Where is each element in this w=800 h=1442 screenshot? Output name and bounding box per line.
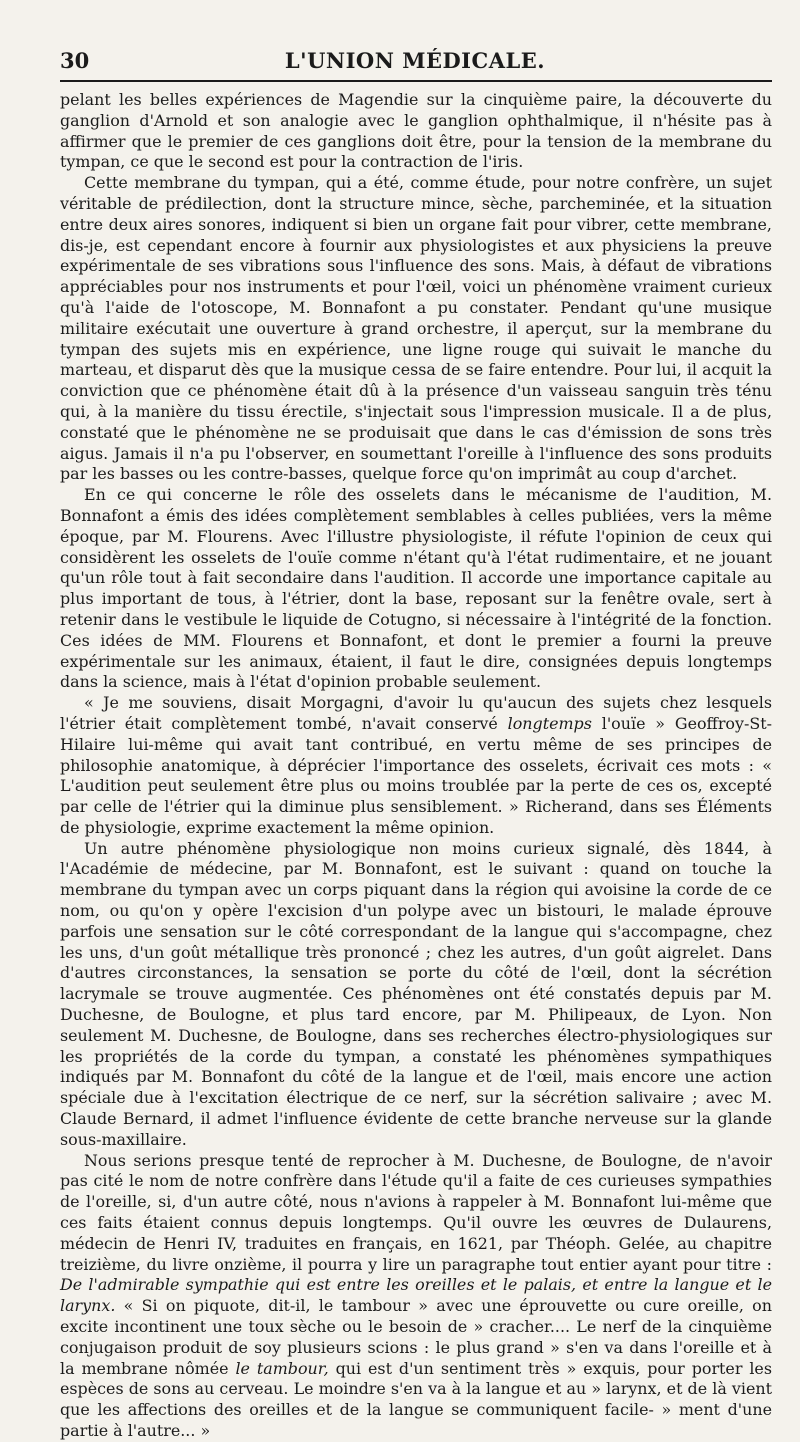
paragraph: pelant les belles expériences de Magendie sur la cinquième paire, la découverte du ganglion d'Arnold et son analogie avec le ganglion ophthalmique, il n'hésite pas à affirmer que le premier de ces ganglions doit être, pour la tension de la membrane du tympan, ce que le second est pour la contraction de l'iris. (60, 90, 772, 172)
page-header (60, 48, 770, 78)
paragraph: Un autre phénomène physiologique non moins curieux signalé, dès 1844, à l'Académie de médecine, par M. Bonnafont, est le suivant : quand on touche la membrane du tympan avec un corps piquant dans la région qui avoisine la corde de ce nom, ou qu'on y opère l'excision d'un polype avec un bistouri, le malade éprouve parfois une sensation sur le côté correspondant de la langue qui s'accompagne, chez les uns, d'un goût métallique très prononcé ; chez les autres, d'un goût aigrelet. Dans d'autres circonstances, la sensation se porte du côté de l'œil, dont la sécrétion lacrymale se trouve augmentée. Ces phénomènes ont été constatés depuis par M. Duchesne, de Boulogne, et plus tard encore, par M. Philipeaux, de Lyon. Non seulement M. Duchesne, de Boulogne, dans ses recherches électro-physiologiques sur les propriétés de la corde du tympan, a constaté les phénomènes sympathiques indiqués par M. Bonnafont du côté de la langue et de l'œil, mais encore une action spéciale due à l'excitation électrique de ce nerf, sur la sécrétion salivaire ; avec M. Claude Bernard, il admet l'influence évidente de cette branche nerveuse sur la glande sous-maxillaire. (60, 838, 772, 1149)
paragraph (60, 1151, 772, 1442)
page-number: 30 (60, 48, 90, 73)
paragraph-text: « Je me souviens, disait Morgagni, d'avoir lu qu'aucun des sujets chez lesquels l'étrier était complètement tombé, n'avait conservé (60, 693, 772, 733)
italic-text: le tambour, (235, 1358, 329, 1378)
paragraph: En ce qui concerne le rôle des osselets dans le mécanisme de l'audition, M. Bonnafont a émis des idées complètement semblables à celles publiées, vers la même époque, par M. Flourens. Avec l'illustre physiologiste, il réfute l'opinion de ceux qui considèrent les osselets de l'ouïe comme n'étant qu'à l'état rudimentaire, et ne jouant qu'un rôle tout à fait secondaire dans l'audition. Il accorde une importance capitale au plus important de tous, à l'étrier, dont la base, reposant sur la fenêtre ovale, sert à retenir dans le vestibule le liquide de Cotugno, si nécessaire à l'intégrité de la fonction. Ces idées de MM. Flourens et Bonnafont, et dont le premier a fourni la preuve expérimentale sur les animaux, étaient, il faut le dire, consignées depuis longtemps dans la science, mais à l'état d'opinion probable seulement. (60, 485, 772, 692)
header-rule (60, 80, 772, 82)
running-title: L'UNION MÉDICALE. (284, 48, 546, 73)
paragraph: Cette membrane du tympan, qui a été, comme étude, pour notre confrère, un sujet véritable de prédilection, dont la structure mince, sèche, parcheminée, et la situation entre deux aires sonores, indiquent si bien un organe fait pour vibrer, cette membrane, dis-je, est cependant encore à fournir aux physiologistes et aux physiciens la preuve expérimentale de ses vibrations sous l'influence des sons. Mais, à défaut de vibrations appréciables pour nos instruments et pour l'œil, voici un phénomène vraiment curieux qu'à l'aide de l'otoscope, M. Bonnafont a pu constater. Pendant qu'une musique militaire exécutait une ouverture à grand orchestre, il aperçut, sur la membrane du tympan des sujets mis en expérience, une ligne rouge qui suivait le manche du marteau, et disparut dès que la musique cessa de se faire entendre. Pour lui, il acquit la conviction que ce phénomène était dû à la présence d'un vaisseau sanguin très ténu qui, à la manière du tissu érectile, s'injectait sous l'impression musicale. Il a de plus, constaté que le phénomène ne se produisait que dans le cas d'émission de sons très aigus. Jamais il n'a pu l'observer, en soumettant l'oreille à l'influence des sons produits par les basses ou les contre-basses, quelque force qu'on imprimât au coup d'archet. (60, 173, 772, 484)
italic-title: De l'admirable sympathie qui est entre les oreilles et le palais, et entre la langue et le larynx. (60, 1275, 772, 1316)
paragraph-text: qui est d'un sentiment très » exquis, pour porter les espèces de sons au cerveau. Le moindre s'en va à la langue et au » larynx, et de là vient que les affections des oreilles et de la langue se communiquent facile- » ment d'une partie à l'autre... » (60, 1358, 772, 1440)
paragraph-text: l'ouïe » Geoffroy-St-Hilaire lui-même qui avait tant contribué, en vertu même de ses principes de philosophie anatomique, à déprécier l'importance des osselets, écrivait ces mots : « L'audition peut seulement être plus ou moins troublée par la perte de ces os, excepté par celle de l'étrier qui la diminue plus sensiblement. » Richerand, dans ses Éléments de physiologie, exprime exactement la même opinion. (60, 713, 772, 837)
article-body (60, 90, 772, 1442)
paragraph-text: Nous serions presque tenté de reprocher à M. Duchesne, de Boulogne, de n'avoir pas cité le nom de notre confrère dans l'étude qu'il a faite de ces curieuses sympathies de l'oreille, si, d'un autre côté, nous n'avions à rappeler à M. Bonnafont lui-même que ces faits étaient connus depuis longtemps. Qu'il ouvre les œuvres de Dulaurens, médecin de Henri IV, traduites en français, en 1621, par Théoph. Gelée, au chapitre treizième, du livre onzième, il pourra y lire un paragraphe tout entier ayant pour titre : (60, 1150, 772, 1274)
paragraph-text: « Si on piquote, dit-il, le tambour » avec une éprouvette ou cure oreille, on excite incontinent une toux sèche ou le besoin de » cracher.... Le nerf de la cinquième conjugaison produit de soy plusieurs scions : le plus grand » s'en va dans l'oreille et à la membrane nômée (60, 1296, 772, 1378)
italic-text: longtemps (507, 713, 592, 733)
paragraph (60, 693, 772, 839)
